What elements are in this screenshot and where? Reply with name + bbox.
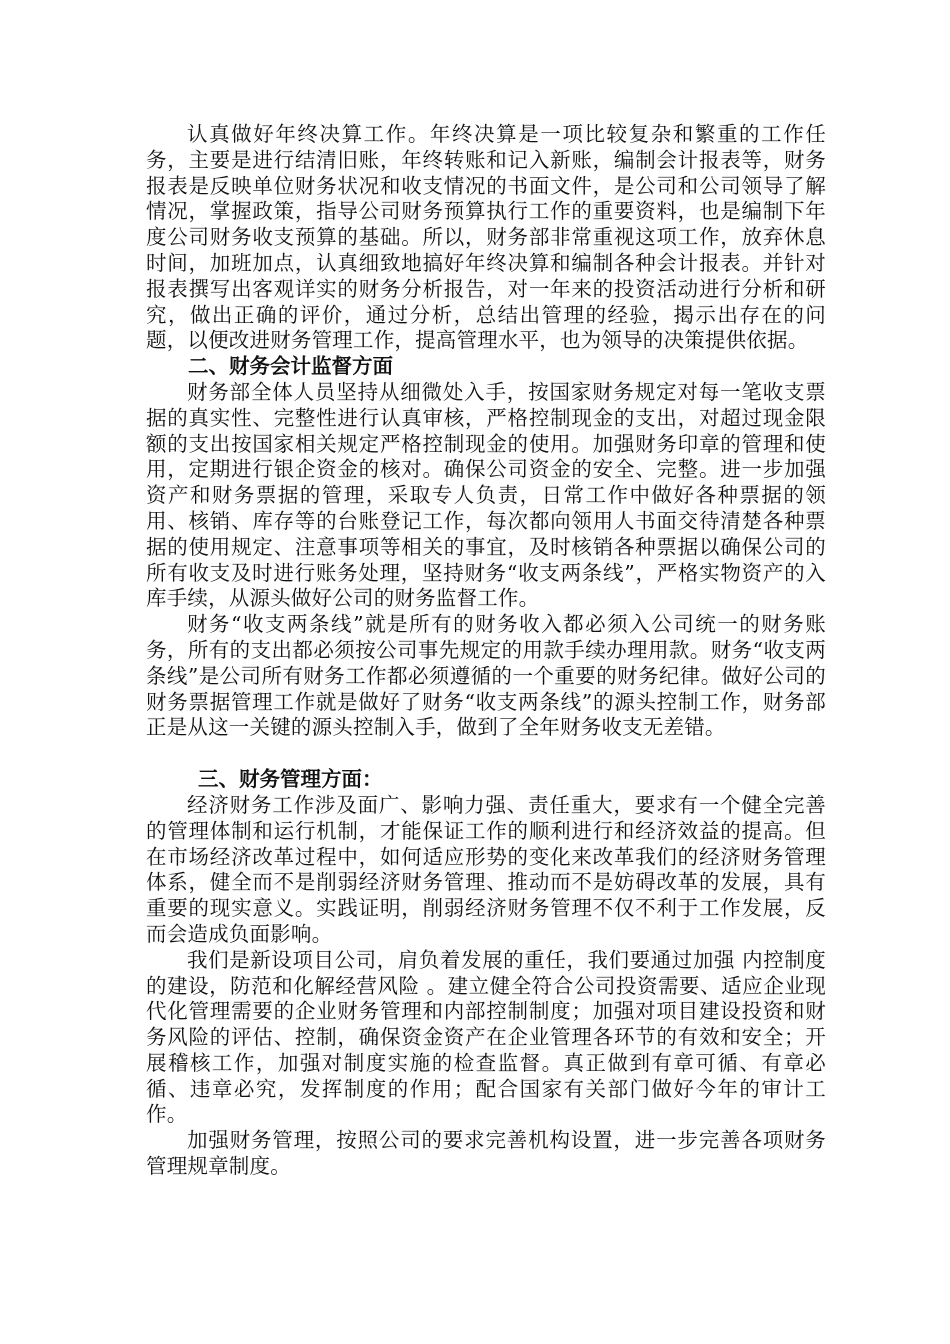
section-heading-financial-management: 三、财务管理方面： [198,767,383,792]
section-heading-accounting-supervision: 二、财务会计监督方面 [188,354,393,379]
paragraph-two-lines: 财务“收支两条线”就是所有的财务收入都必须入公司统一的财务账务，所有的支出都必须按公司事先规定的用款手续办理用款。财务“收支两条线”是公司所有财务工作都必须遵循的一个重要的财务纪律。做好公司的财务票据管理工作就是做好了财务“收支两条线”的源头控制工作，财务部正是从这一关键的源头控制入手，做到了全年财务收支无差错。 [146,612,826,740]
document-body [146,122,826,1180]
paragraph-year-end-settlement: 认真做好年终决算工作。年终决算是一项比较复杂和繁重的工作任务，主要是进行结清旧账，年终转账和记入新账，编制会计报表等，财务报表是反映单位财务状况和收支情况的书面文件，是公司和公司领导了解情况，掌握政策，指导公司财务预算执行工作的重要资料，也是编制下年度公司财务收支预算的基础。所以，财务部非常重视这项工作，放弃休息时间，加班加点，认真细致地搞好年终决算和编制各种会计报表。并针对报表撰写出客观详实的财务分析报告，对一年来的投资活动进行分析和研究，做出正确的评价，通过分析，总结出管理的经验，揭示出存在的问题，以便改进财务管理工作，提高管理水平，也为领导的决策提供依据。 [146,122,826,353]
paragraph-management-system: 经济财务工作涉及面广、影响力强、责任重大，要求有一个健全完善的管理体制和运行机制，才能保证工作的顺利进行和经济效益的提高。但在市场经济改革过程中，如何适应形势的变化来改革我们的经济财务管理体系，健全而不是削弱经济财务管理、推动而不是妨碍改革的发展，具有重要的现实意义。实践证明，削弱经济财务管理不仅不利于工作发展，反而会造成负面影响。 [146,792,826,946]
paragraph-supervision-details: 财务部全体人员坚持从细微处入手，按国家财务规定对每一笔收支票据的真实性、完整性进行认真审核，严格控制现金的支出，对超过现金限额的支出按国家相关规定严格控制现金的使用。加强财务印章的管理和使用，定期进行银企资金的核对。确保公司资金的安全、完整。进一步加强资产和财务票据的管理，采取专人负责，日常工作中做好各种票据的领用、核销、库存等的台账登记工作，每次都向领用人书面交待清楚各种票据的使用规定、注意事项等相关的事宜，及时核销各种票据以确保公司的所有收支及时进行账务处理，坚持财务“收支两条线”，严格实物资产的入库手续，从源头做好公司的财务监督工作。 [146,379,826,611]
paragraph-strengthen-management: 加强财务管理，按照公司的要求完善机构设置，进一步完善各项财务管理规章制度。 [146,1128,826,1179]
paragraph-internal-control: 我们是新设项目公司，肩负着发展的重任，我们要通过加强 内控制度的建设，防范和化解经营风险 。建立健全符合公司投资需要、适应企业现代化管理需要的企业财务管理和内部控制制度；加强对项目建设投资和财务风险的评估、控制，确保资金资产在企业管理各环节的有效和安全；开展稽核工作，加强对制度实施的检查监督。真正做到有章可循、有章必循、违章必究，发挥制度的作用；配合国家有关部门做好今年的审计工作。 [146,947,826,1127]
